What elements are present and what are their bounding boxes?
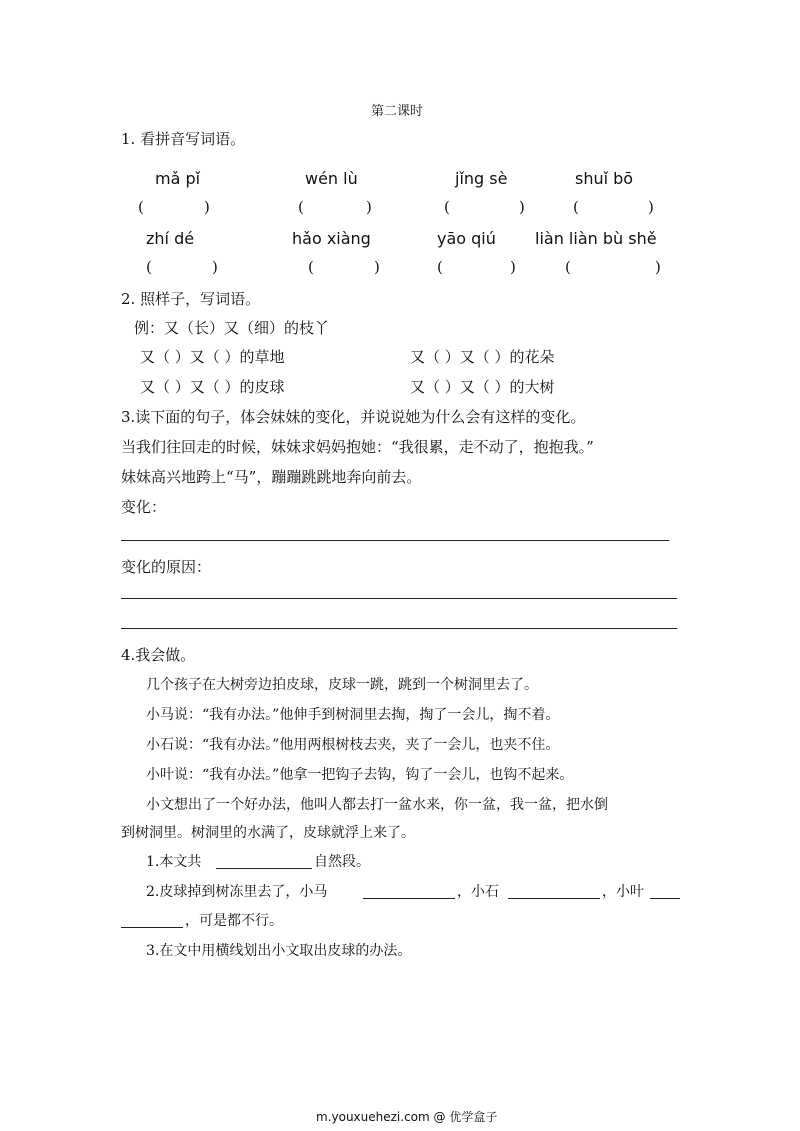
answer-line[interactable] (121, 628, 677, 629)
sub-question-3: 3.在文中用横线划出小文取出皮球的办法。 (146, 943, 412, 959)
answer-paren-close: ) (366, 198, 372, 216)
answer-paren-open: ( (308, 258, 314, 276)
answer-paren-open: ( (298, 198, 304, 216)
sub-question-2c: ，小叶 (602, 884, 644, 900)
pinyin-hao-xiang: hǎo xiàng (292, 229, 371, 248)
story-paragraph: 小文想出了一个好办法，他叫人都去打一盆水来，你一盆，我一盆，把水倒 (146, 797, 608, 813)
sub-question-1b: 自然段。 (314, 854, 370, 870)
sub-question-2a: 2.皮球掉到树冻里去了，小马 (146, 884, 328, 900)
answer-paren-open: ( (573, 198, 579, 216)
fill-blank[interactable] (216, 868, 312, 869)
reason-label: 变化的原因： (121, 558, 212, 576)
sub-question-2b: ，小石 (457, 884, 499, 900)
q2-item: 又（ ）又（ ）的花朵 (410, 348, 555, 366)
answer-paren-open: ( (444, 198, 450, 216)
story-paragraph: 小马说：“我有办法。”他伸手到树洞里去掏，掏了一会儿，掏不着。 (146, 707, 560, 723)
pinyin-ma-pi: mǎ pǐ (155, 169, 201, 188)
footer-watermark: m.youxuehezi.com @ 优学盒子 (316, 1110, 498, 1124)
sub-question-1a: 1.本文共 (146, 854, 202, 870)
story-paragraph: 小叶说：“我有办法。”他拿一把钩子去钩，钩了一会儿，也钩不起来。 (146, 767, 574, 783)
q3-heading: 3.读下面的句子，体会妹妹的变化，并说说她为什么会有这样的变化。 (121, 408, 586, 426)
story-paragraph: 到树洞里。树洞里的水满了，皮球就浮上来了。 (121, 825, 415, 841)
pinyin-lian-lian-bu-she: liàn liàn bù shě (535, 229, 657, 248)
q2-item: 又（ ）又（ ）的皮球 (140, 378, 285, 396)
q2-example: 例：又（长）又（细）的枝丫 (134, 319, 330, 337)
answer-paren-close: ) (519, 198, 525, 216)
story-paragraph: 小石说：“我有办法。”他用两根树枝去夹，夹了一会儿，也夹不住。 (146, 737, 560, 753)
q2-item: 又（ ）又（ ）的草地 (140, 348, 285, 366)
change-label: 变化： (121, 498, 167, 516)
answer-line[interactable] (121, 598, 677, 599)
pinyin-wen-lu: wén lù (305, 169, 358, 188)
fill-blank[interactable] (121, 927, 183, 928)
answer-paren-close: ) (655, 258, 661, 276)
answer-paren-close: ) (510, 258, 516, 276)
pinyin-zhi-de: zhí dé (146, 229, 195, 248)
answer-paren-close: ) (212, 258, 218, 276)
q4-heading: 4.我会做。 (121, 646, 196, 664)
page-title: 第二课时 (371, 104, 424, 119)
answer-line[interactable] (121, 540, 669, 541)
answer-paren-close: ) (204, 198, 210, 216)
fill-blank[interactable] (650, 898, 680, 899)
answer-paren-open: ( (138, 198, 144, 216)
pinyin-shui-bo: shuǐ bō (575, 169, 634, 188)
sub-question-2d: ，可是都不行。 (185, 913, 283, 929)
fill-blank[interactable] (363, 898, 455, 899)
q1-heading: 1. 看拼音写词语。 (121, 130, 246, 148)
q2-heading: 2. 照样子，写词语。 (121, 290, 261, 308)
q2-item: 又（ ）又（ ）的大树 (410, 378, 555, 396)
pinyin-yao-qiu: yāo qiú (437, 229, 496, 248)
answer-paren-close: ) (374, 258, 380, 276)
q3-sentence: 妹妹高兴地跨上“马”，蹦蹦跳跳地奔向前去。 (121, 468, 422, 486)
answer-paren-open: ( (437, 258, 443, 276)
answer-paren-close: ) (648, 198, 654, 216)
answer-paren-open: ( (565, 258, 571, 276)
fill-blank[interactable] (508, 898, 600, 899)
answer-paren-open: ( (146, 258, 152, 276)
pinyin-jing-se: jǐng sè (455, 169, 508, 188)
q3-sentence: 当我们往回走的时候，妹妹求妈妈抱她：“我很累，走不动了，抱抱我。” (121, 438, 594, 456)
story-paragraph: 几个孩子在大树旁边拍皮球，皮球一跳，跳到一个树洞里去了。 (146, 677, 538, 693)
